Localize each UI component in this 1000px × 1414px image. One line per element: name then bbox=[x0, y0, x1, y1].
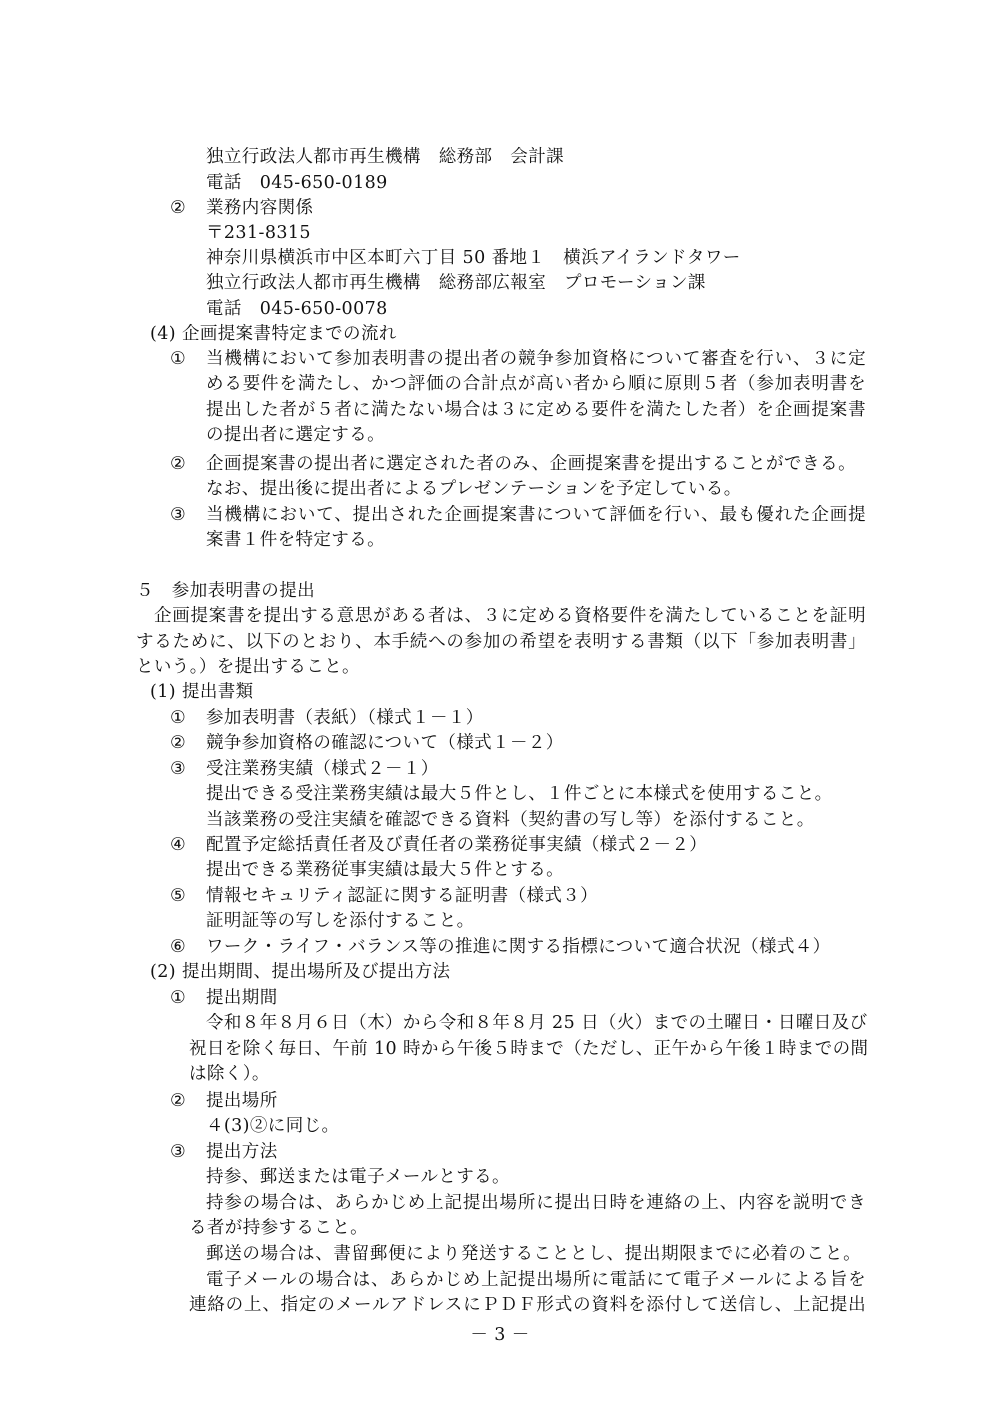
place-text: ４(3)②に同じ。 bbox=[206, 1116, 340, 1136]
flow-heading: (4) 企画提案書特定までの流れ bbox=[150, 324, 397, 344]
accounting-org: 独立行政法人都市再生機構 総務部 会計課 bbox=[206, 147, 564, 167]
document-item: 受注業務実績（様式２－１） bbox=[206, 759, 439, 779]
flow-item-line: める要件を満たし、かつ評価の合計点が高い者から順に原則５者（参加表明書を bbox=[206, 374, 866, 394]
submission-heading: (2) 提出期間、提出場所及び提出方法 bbox=[150, 962, 451, 982]
business-title: 業務内容関係 bbox=[206, 198, 314, 218]
method-line: 連絡の上、指定のメールアドレスにＰＤＦ形式の資料を添付して送信し、上記提出 bbox=[189, 1295, 866, 1315]
document-marker: ③ bbox=[170, 759, 187, 779]
document-note: 当該業務の受注実績を確認できる資料（契約書の写し等）を添付すること。 bbox=[206, 810, 815, 830]
method-line: 電子メールの場合は、あらかじめ上記提出場所に電話にて電子メールによる旨を bbox=[206, 1270, 866, 1290]
section5-heading: ５ 参加表明書の提出 bbox=[136, 581, 315, 601]
flow-item-marker: ② bbox=[170, 454, 187, 474]
document-marker: ⑤ bbox=[170, 886, 187, 906]
flow-item-line: 提出した者が５者に満たない場合は３に定める要件を満たした者）を企画提案書 bbox=[206, 400, 866, 420]
business-org: 独立行政法人都市再生機構 総務部広報室 プロモーション課 bbox=[206, 273, 706, 293]
period-line: 祝日を除く毎日、午前 10 時から午後５時まで（ただし、正午から午後１時までの間 bbox=[189, 1039, 869, 1059]
flow-item-line: 企画提案書の提出者に選定された者のみ、企画提案書を提出することができる。 bbox=[206, 454, 856, 474]
period-title: 提出期間 bbox=[206, 988, 278, 1008]
section5-intro-line: 企画提案書を提出する意思がある者は、３に定める資格要件を満たしていることを証明 bbox=[154, 606, 866, 626]
submission-marker: ③ bbox=[170, 1142, 187, 1162]
document-note: 提出できる受注業務実績は最大５件とし、１件ごとに本様式を使用すること。 bbox=[206, 784, 833, 804]
flow-item-line: 当機構において参加表明書の提出者の競争参加資格について審査を行い、３に定 bbox=[206, 349, 866, 369]
document-marker: ② bbox=[170, 733, 187, 753]
business-address: 神奈川県横浜市中区本町六丁目 50 番地１ 横浜アイランドタワー bbox=[206, 248, 741, 268]
method-title: 提出方法 bbox=[206, 1142, 278, 1162]
page-number: － 3 － bbox=[470, 1325, 530, 1345]
document-marker: ④ bbox=[170, 835, 187, 855]
submission-marker: ② bbox=[170, 1091, 187, 1111]
place-title: 提出場所 bbox=[206, 1091, 278, 1111]
accounting-tel: 電話 045-650-0189 bbox=[206, 173, 388, 193]
method-line: 郵送の場合は、書留郵便により発送することとし、提出期限までに必着のこと。 bbox=[206, 1244, 861, 1264]
flow-item-line: 当機構において、提出された企画提案書について評価を行い、最も優れた企画提 bbox=[206, 505, 866, 525]
method-line: 持参の場合は、あらかじめ上記提出場所に提出日時を連絡の上、内容を説明でき bbox=[206, 1193, 866, 1213]
document-marker: ⑥ bbox=[170, 937, 187, 957]
document-note: 証明証等の写しを添付すること。 bbox=[206, 911, 475, 931]
method-line: る者が持参すること。 bbox=[189, 1218, 368, 1238]
document-marker: ① bbox=[170, 708, 187, 728]
section5-intro-line: するために、以下のとおり、本手続への参加の希望を表明する書類（以下「参加表明書」 bbox=[136, 632, 866, 652]
document-item: 参加表明書（表紙）（様式１－１） bbox=[206, 708, 484, 728]
business-marker: ② bbox=[170, 198, 187, 218]
section5-intro-line: という。）を提出すること。 bbox=[136, 657, 360, 677]
business-tel: 電話 045-650-0078 bbox=[206, 299, 388, 319]
document-item: 情報セキュリティ認証に関する証明書（様式３） bbox=[206, 886, 599, 906]
document-item: 競争参加資格の確認について（様式１－２） bbox=[206, 733, 564, 753]
business-postal: 〒231-8315 bbox=[206, 223, 311, 243]
period-line: は除く）。 bbox=[189, 1064, 270, 1084]
documents-heading: (1) 提出書類 bbox=[150, 682, 254, 702]
flow-item-line: の提出者に選定する。 bbox=[206, 425, 385, 445]
flow-item-marker: ① bbox=[170, 349, 187, 369]
document-item: 配置予定総括責任者及び責任者の業務従事実績（様式２－２） bbox=[206, 835, 708, 855]
document-note: 提出できる業務従事実績は最大５件とする。 bbox=[206, 860, 564, 880]
flow-item-marker: ③ bbox=[170, 505, 187, 525]
period-line: 令和８年８月６日（木）から令和８年８月 25 日（火）までの土曜日・日曜日及び bbox=[206, 1013, 868, 1033]
flow-item-line: 案書１件を特定する。 bbox=[206, 530, 385, 550]
method-line: 持参、郵送または電子メールとする。 bbox=[206, 1167, 510, 1187]
submission-marker: ① bbox=[170, 988, 187, 1008]
flow-item-line: なお、提出後に提出者によるプレゼンテーションを予定している。 bbox=[206, 479, 742, 499]
document-item: ワーク・ライフ・バランス等の推進に関する指標について適合状況（様式４） bbox=[206, 937, 831, 957]
